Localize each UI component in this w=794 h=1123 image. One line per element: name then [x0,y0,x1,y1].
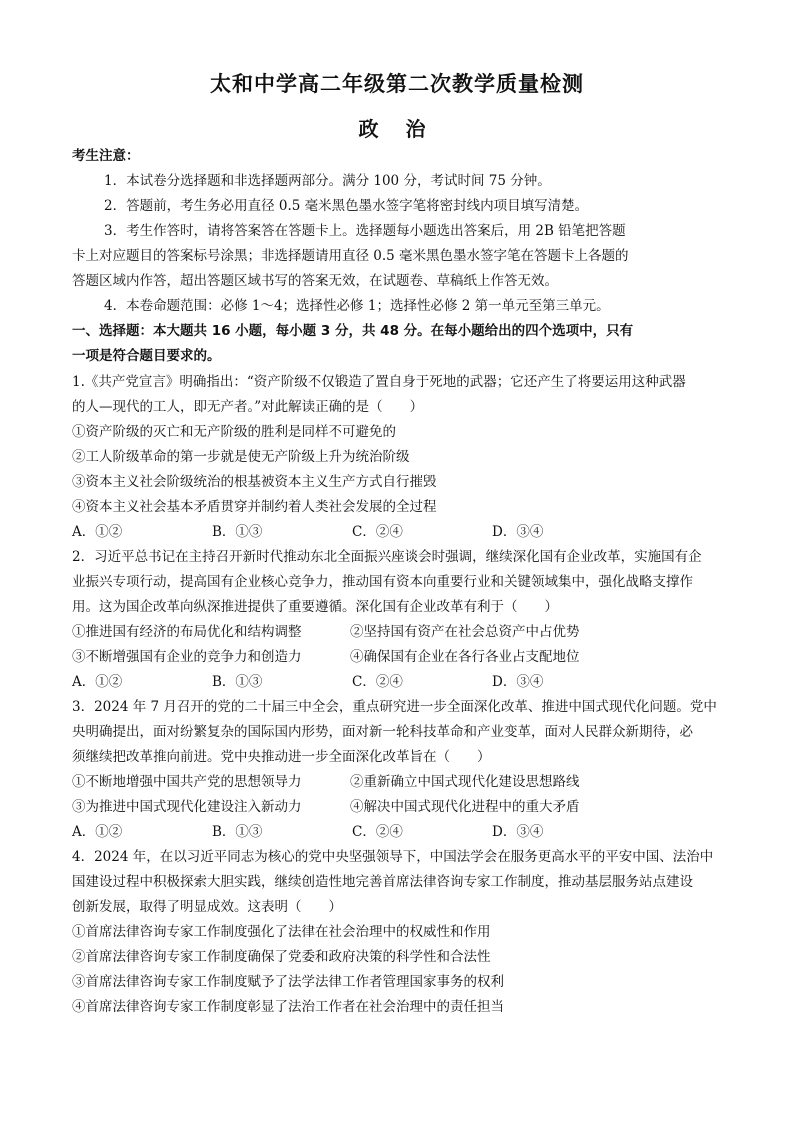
notice-item: 卡上对应题目的答案标号涂黑；非选择题请用直径 0.5 毫米黑色墨水签字笔在答题卡上各题的 [72,248,629,264]
question-2-stem: 业振兴专项行动，提高国有企业核心竞争力，推动国有资本向重要行业和关键领域集中，强化战略支撑作 [72,574,693,590]
question-3-statement: ④解决中国式现代化进程中的重大矛盾 [350,799,580,815]
question-4-stem: 创新发展，取得了明显成效。这表明（ ） [72,899,342,915]
notice-item: 4．本卷命题范围：必修 1～4；选择性必修 1；选择性必修 2 第一单元至第三单元。 [104,298,610,314]
question-1-statement: ④资本主义社会基本矛盾贯穿并制约着人类社会发展的全过程 [72,499,437,515]
question-2-statement: ③不断增强国有企业的竞争力和创造力 [72,649,302,665]
question-1-choice-c: C．②④ [352,524,403,540]
question-2-choice-c: C．②④ [352,674,403,690]
notice-item: 1．本试卷分选择题和非选择题两部分。满分 100 分，考试时间 75 分钟。 [104,173,551,189]
question-3-choice-c: C．②④ [352,824,403,840]
question-2-choice-b: B．①③ [212,674,263,690]
question-2-statement: ②坚持国有资产在社会总资产中占优势 [350,624,580,640]
question-3-stem: 须继续把改革推向前进。党中央推动进一步全面深化改革旨在（ ） [72,749,491,765]
question-4-statement: ④首席法律咨询专家工作制度彰显了法治工作者在社会治理中的责任担当 [72,999,504,1015]
question-4-statement: ②首席法律咨询专家工作制度确保了党委和政府决策的科学性和合法性 [72,949,491,965]
question-3-choice-d: D．③④ [492,824,544,840]
question-2-stem: 2．习近平总书记在主持召开新时代推动东北全面振兴座谈会时强调，继续深化国有企业改革，实施国有企 [72,549,702,565]
question-1-choice-a: A．①② [72,524,123,540]
question-2-stem: 用。这为国企改革向纵深推进提供了重要遵循。深化国有企业改革有利于（ ） [72,599,558,615]
question-2-statement: ①推进国有经济的布局优化和结构调整 [72,624,302,640]
question-3-stem: 央明确提出，面对纷繁复杂的国际国内形势，面对新一轮科技革命和产业变革，面对人民群众新期待，必 [72,724,693,740]
question-1-statement: ③资本主义社会阶级统治的根基被资本主义生产方式自行摧毁 [72,474,437,490]
question-1-stem: 1.《共产党宣言》明确指出：“资产阶级不仅锻造了置自身于死地的武器；它还产生了将要运用这种武器 [72,374,686,390]
section-heading: 一项是符合题目要求的。 [72,348,221,364]
question-1-statement: ②工人阶级革命的第一步就是使无产阶级上升为统治阶级 [72,449,410,465]
notice-heading: 考生注意： [72,148,140,164]
question-1-statement: ①资产阶级的灭亡和无产阶级的胜利是同样不可避免的 [72,424,396,440]
question-4-statement: ③首席法律咨询专家工作制度赋予了法学法律工作者管理国家事务的权利 [72,974,504,990]
question-2-choice-a: A．①② [72,674,123,690]
notice-item: 答题区域内作答，超出答题区域书写的答案无效，在试题卷、草稿纸上作答无效。 [72,273,558,289]
question-2-choice-d: D．③④ [492,674,544,690]
question-3-choice-a: A．①② [72,824,123,840]
section-heading: 一、选择题：本大题共 16 小题，每小题 3 分，共 48 分。在每小题给出的四个选项中，只有 [72,323,634,339]
subject-title: 政 治 [358,117,436,141]
question-4-stem: 4．2024 年，在以习近平同志为核心的党中央坚强领导下，中国法学会在服务更高水平的平安中国、法治中 [72,849,714,865]
question-3-statement: ①不断地增强中国共产党的思想领导力 [72,774,302,790]
question-3-statement: ③为推进中国式现代化建设注入新动力 [72,799,302,815]
question-3-statement: ②重新确立中国式现代化建设思想路线 [350,774,580,790]
notice-item: 3．考生作答时，请将答案答在答题卡上。选择题每小题选出答案后，用 2B 铅笔把答题 [104,223,626,239]
question-1-choice-b: B．①③ [212,524,263,540]
question-4-statement: ①首席法律咨询专家工作制度强化了法律在社会治理中的权威性和作用 [72,924,491,940]
notice-item: 2．答题前，考生务必用直径 0.5 毫米黑色墨水签字笔将密封线内项目填写清楚。 [104,198,589,214]
question-1-stem: 的人—现代的工人，即无产者。”对此解读正确的是（ ） [72,399,424,415]
exam-title: 太和中学高二年级第二次教学质量检测 [210,72,584,96]
question-3-stem: 3．2024 年 7 月召开的党的二十届三中全会，重点研究进一步全面深化改革、推进中国式现代化问题。党中 [72,699,717,715]
question-1-choice-d: D．③④ [492,524,544,540]
question-2-statement: ④确保国有企业在各行各业占支配地位 [350,649,580,665]
question-4-stem: 国建设过程中积极探索大胆实践，继续创造性地完善首席法律咨询专家工作制度，推动基层服务站点建设 [72,874,693,890]
question-3-choice-b: B．①③ [212,824,263,840]
